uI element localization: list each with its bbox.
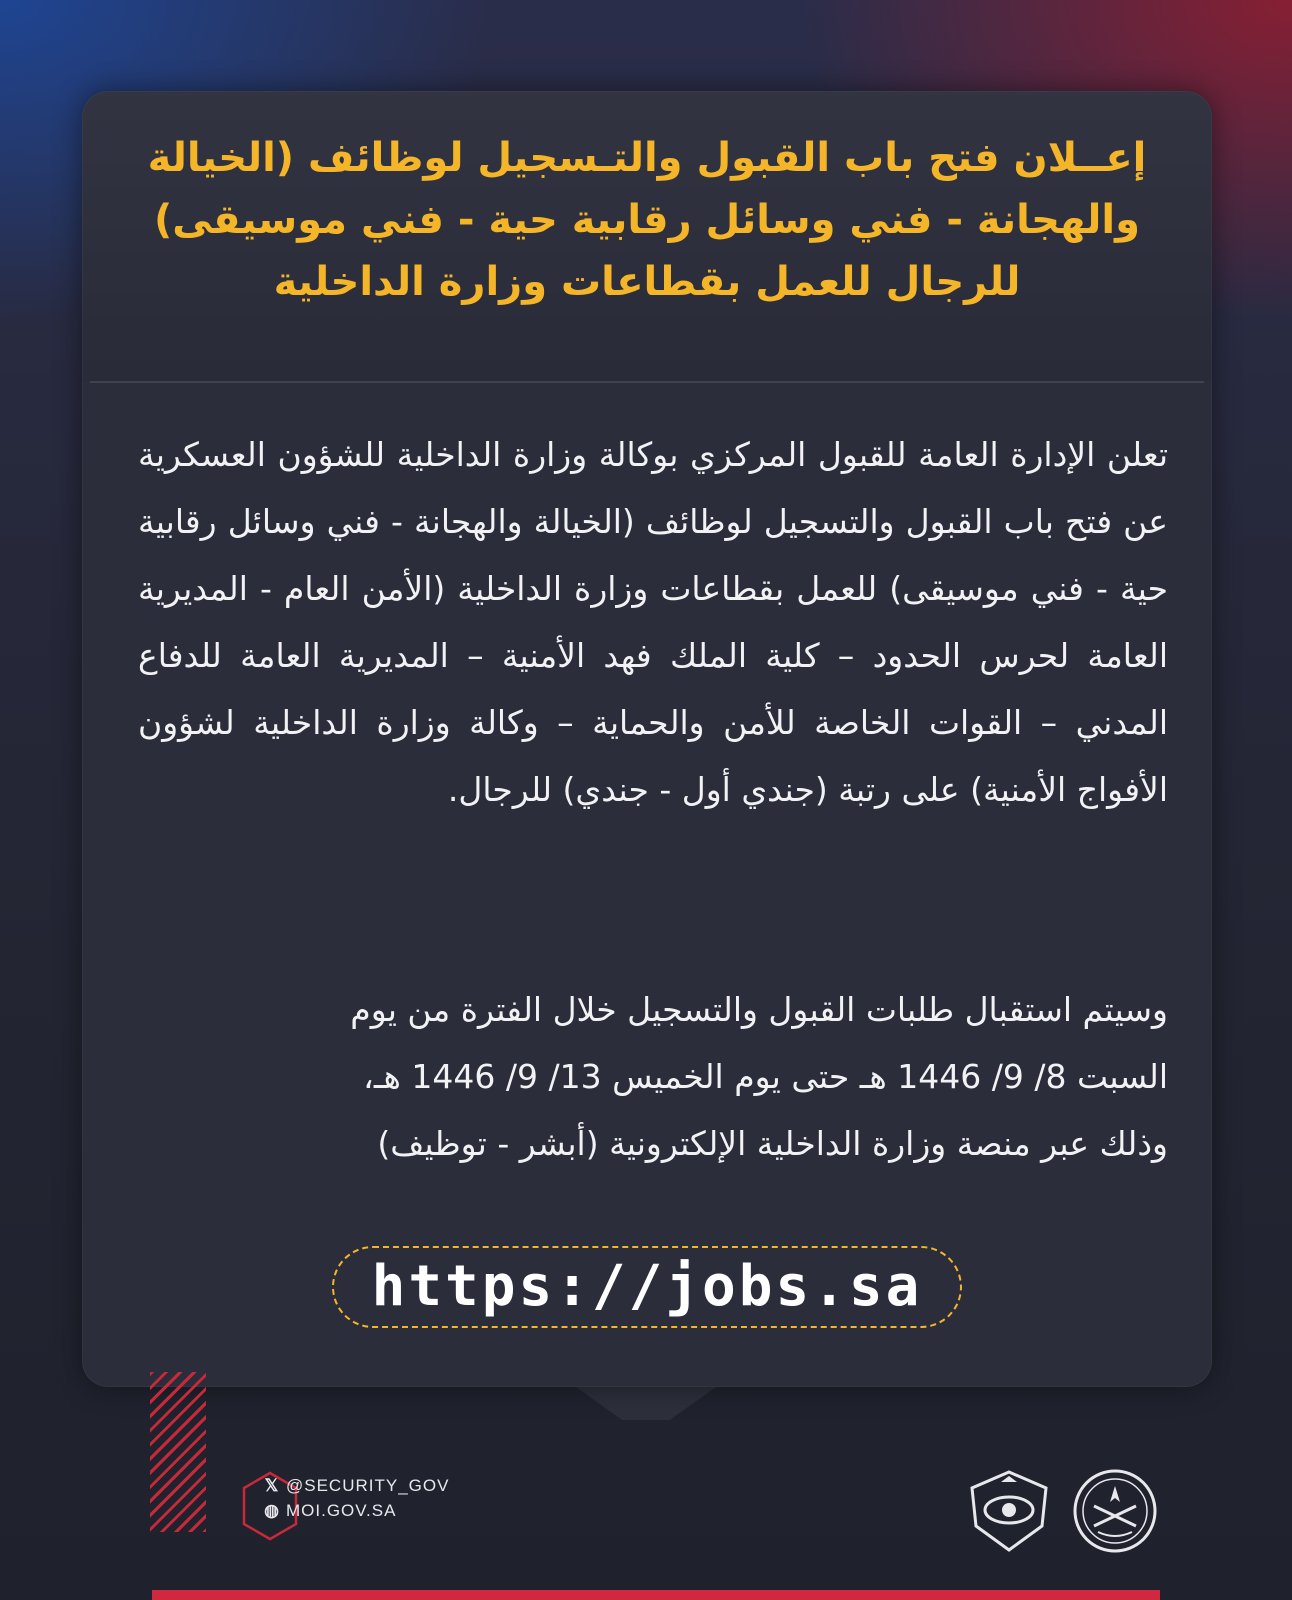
public-security-logo bbox=[966, 1468, 1052, 1554]
announcement-paragraph-2 bbox=[138, 976, 1168, 1177]
paragraph-2-line-3: وذلك عبر منصة وزارة الداخلية الإلكترونية (أبشر - توظيف) bbox=[377, 1124, 1168, 1163]
website-link[interactable] bbox=[264, 1501, 396, 1521]
header-divider bbox=[90, 381, 1204, 383]
announcement-card bbox=[82, 91, 1212, 1387]
x-icon: 𝕏 bbox=[264, 1476, 280, 1495]
paragraph-2-line-2: السبت 8/ 9/ 1446 هـ حتى يوم الخميس 13/ 9/ 1446 هـ، bbox=[363, 1057, 1168, 1096]
announcement-title: إعــلان فتح باب القبول والتـسجيل لوظائف (الخيالة والهجانة - فني وسائل رقابية حية - فني موسيقى) للرجال للعمل بقطاعات وزارة الداخلية bbox=[147, 135, 1147, 305]
x-handle-text: @SECURITY_GOV bbox=[286, 1476, 450, 1495]
ministry-emblem-logo bbox=[1072, 1468, 1158, 1554]
website-text: MOI.GOV.SA bbox=[286, 1501, 397, 1520]
globe-icon: ◍ bbox=[264, 1501, 280, 1520]
decorative-hatch-stripes bbox=[150, 1372, 206, 1532]
paragraph-2-line-1: وسيتم استقبال طلبات القبول والتسجيل خلال الفترة من يوم bbox=[350, 990, 1168, 1029]
bottom-accent-bar bbox=[152, 1590, 1160, 1600]
x-handle-link[interactable] bbox=[264, 1476, 449, 1496]
announcement-paragraph-1: تعلن الإدارة العامة للقبول المركزي بوكالة وزارة الداخلية للشؤون العسكرية عن فتح باب القبول والتسجيل لوظائف (الخيالة والهجانة - فني وسائل رقابية حية - فني موسيقى) للعمل بقطاعات وزارة الداخلية (الأمن العام - المديرية العامة لحرس الحدود – كلية الملك فهد الأمنية – المديرية العامة للدفاع المدني – القوات الخاصة للأمن والحماية – وكالة وزارة الداخلية لشؤون الأفواج الأمنية) على رتبة (جندي أول - جندي) للرجال. bbox=[138, 435, 1168, 809]
card-header bbox=[82, 91, 1212, 381]
jobs-url-link[interactable]: https://jobs.sa bbox=[332, 1246, 962, 1328]
social-links bbox=[240, 1470, 480, 1550]
